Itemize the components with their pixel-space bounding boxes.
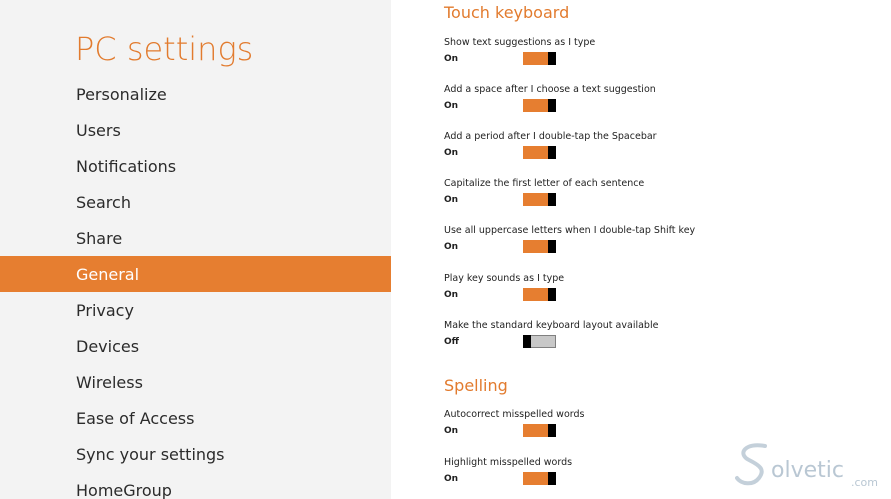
nav-item-share[interactable]: Share [76, 228, 123, 248]
toggle-switch[interactable] [523, 288, 556, 301]
setting-label: Add a period after I double-tap the Spacebar [444, 131, 657, 142]
nav-item-users[interactable]: Users [76, 120, 121, 140]
nav-item-sync-settings[interactable]: Sync your settings [76, 444, 225, 464]
toggle-switch[interactable] [523, 193, 556, 206]
toggle-thumb[interactable] [548, 472, 556, 485]
setting-label: Add a space after I choose a text suggestion [444, 84, 656, 95]
nav-list [0, 76, 391, 499]
nav-item-devices[interactable]: Devices [76, 336, 140, 356]
nav-item-personalize[interactable]: Personalize [76, 84, 167, 104]
toggle-switch[interactable] [523, 52, 556, 65]
toggle-thumb[interactable] [548, 424, 556, 437]
watermark [735, 440, 885, 495]
setting-state: On [444, 101, 459, 111]
toggle-thumb[interactable] [548, 99, 556, 112]
setting-capitalize-first-letter [444, 178, 884, 218]
nav-item-wireless[interactable]: Wireless [76, 372, 143, 392]
toggle-thumb[interactable] [548, 146, 556, 159]
nav-item-notifications[interactable]: Notifications [76, 156, 177, 176]
setting-label: Use all uppercase letters when I double-tap Shift key [444, 225, 696, 236]
setting-state: On [444, 54, 459, 64]
nav-item-privacy[interactable]: Privacy [76, 300, 134, 320]
watermark-suffix: .com [851, 476, 878, 489]
setting-text-suggestions [444, 37, 884, 77]
toggle-switch[interactable] [523, 335, 556, 348]
nav-item-homegroup[interactable]: HomeGroup [76, 480, 172, 499]
nav-item-general[interactable]: General [0, 256, 391, 292]
setting-state: Off [444, 337, 459, 347]
setting-state: On [444, 474, 459, 484]
setting-uppercase-shift [444, 225, 884, 265]
setting-key-sounds [444, 273, 884, 313]
setting-period-double-tap [444, 131, 884, 171]
setting-label: Highlight misspelled words [444, 457, 573, 468]
watermark-s-icon [735, 440, 775, 495]
setting-label: Capitalize the first letter of each sentence [444, 178, 645, 189]
setting-state: On [444, 195, 459, 205]
nav-item-ease-of-access[interactable]: Ease of Access [76, 408, 195, 428]
toggle-switch[interactable] [523, 240, 556, 253]
toggle-thumb[interactable] [548, 240, 556, 253]
setting-standard-layout [444, 320, 884, 360]
toggle-switch[interactable] [523, 99, 556, 112]
toggle-thumb[interactable] [548, 193, 556, 206]
setting-state: On [444, 426, 459, 436]
setting-label: Play key sounds as I type [444, 273, 565, 284]
navigation-pane [0, 0, 391, 499]
setting-label: Make the standard keyboard layout available [444, 320, 659, 331]
setting-label: Autocorrect misspelled words [444, 409, 585, 420]
toggle-thumb[interactable] [548, 52, 556, 65]
setting-state: On [444, 290, 459, 300]
setting-state: On [444, 148, 459, 158]
setting-space-after-suggestion [444, 84, 884, 124]
section-header-spelling: Spelling [444, 376, 508, 395]
toggle-thumb[interactable] [523, 335, 531, 348]
toggle-switch[interactable] [523, 472, 556, 485]
toggle-switch[interactable] [523, 424, 556, 437]
toggle-switch[interactable] [523, 146, 556, 159]
page-title: PC settings [75, 30, 254, 68]
setting-state: On [444, 242, 459, 252]
section-header-touch-keyboard: Touch keyboard [444, 3, 570, 22]
toggle-thumb[interactable] [548, 288, 556, 301]
watermark-text: olvetic [771, 458, 844, 483]
settings-content [444, 0, 891, 499]
nav-item-search[interactable]: Search [76, 192, 131, 212]
setting-label: Show text suggestions as I type [444, 37, 596, 48]
